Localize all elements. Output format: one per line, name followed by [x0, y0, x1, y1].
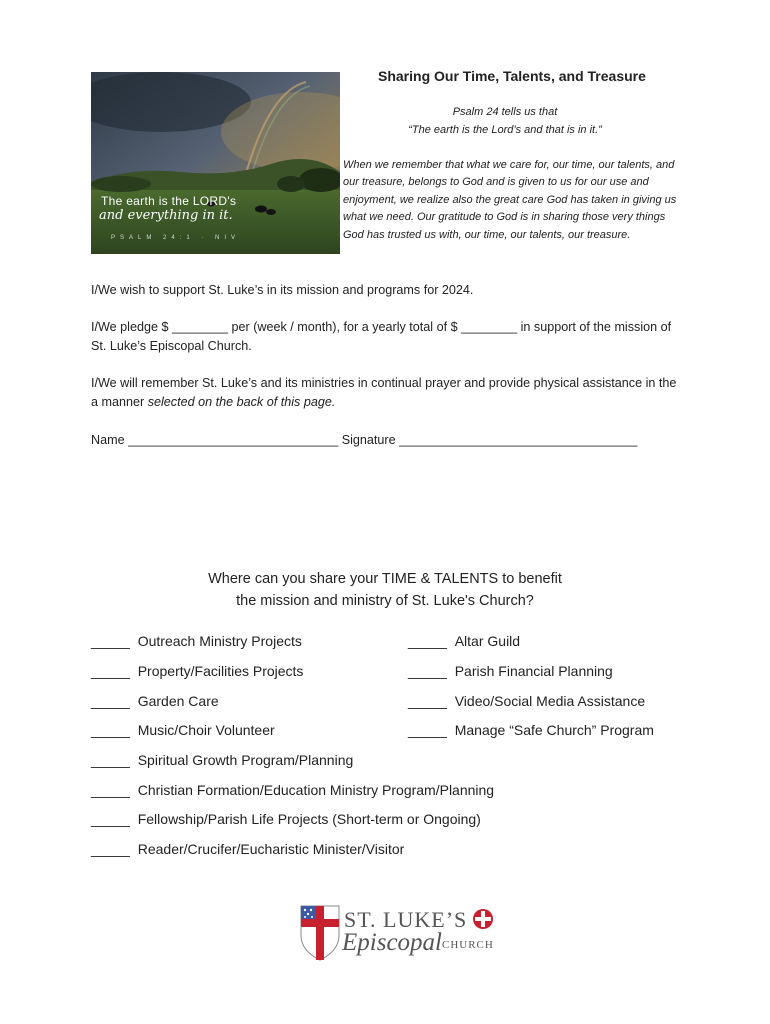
- signature-field[interactable]: Signature __________________________________: [341, 433, 638, 447]
- checkbox-blank[interactable]: _____: [91, 693, 130, 709]
- talent-option-formation[interactable]: [91, 782, 494, 798]
- checkbox-blank[interactable]: _____: [408, 693, 447, 709]
- checkbox-blank[interactable]: _____: [91, 841, 130, 857]
- prayer-text-italic: selected on the back of this page.: [147, 394, 336, 409]
- episcopal-shield-icon: [300, 905, 340, 961]
- talent-option-label: Christian Formation/Education Ministry Program/Planning: [137, 782, 495, 798]
- header-photo: [91, 72, 340, 254]
- talent-option-safe-church[interactable]: [408, 722, 654, 738]
- checkbox-blank[interactable]: _____: [408, 633, 447, 649]
- pledge-statement[interactable]: I/We pledge $ ________ per (week / month), for a yearly total of $ ________ in support of the mission of St. Luke’s Episcopal Church.: [91, 320, 672, 353]
- talent-option-label: Spiritual Growth Program/Planning: [137, 752, 354, 768]
- checkbox-blank[interactable]: _____: [91, 811, 130, 827]
- talent-option-label: Video/Social Media Assistance: [454, 693, 646, 709]
- checkbox-blank[interactable]: _____: [91, 663, 130, 679]
- photo-caption-line2: and everything in it.: [99, 208, 233, 223]
- talent-option-altar-guild[interactable]: [408, 633, 520, 649]
- intro-paragraph: When we remember that what we care for, our time, our talents, and our treasure, belongs to God and is given to us for our use and enjoyment, we realize also the great care God has taken in giving us what we need. Our gratitude to God is in sharing those very things God has trusted us with, our time, our talents, our treasure.: [343, 159, 677, 241]
- talents-heading: [150, 568, 620, 612]
- checkbox-blank[interactable]: _____: [91, 782, 130, 798]
- talent-option-label: Reader/Crucifer/Eucharistic Minister/Visitor: [137, 841, 405, 857]
- prayer-statement: [91, 374, 681, 411]
- checkbox-blank[interactable]: _____: [91, 752, 130, 768]
- talent-option-label: Property/Facilities Projects: [137, 663, 304, 679]
- talent-option-spiritual[interactable]: [91, 752, 353, 768]
- signature-row: [91, 431, 681, 450]
- page-title: Sharing Our Time, Talents, and Treasure: [378, 68, 646, 84]
- checkbox-blank[interactable]: _____: [408, 722, 447, 738]
- support-statement: I/We wish to support St. Luke’s in its mission and programs for 2024.: [91, 283, 474, 297]
- prayer-text: I/We will remember St. Luke’s and its ministries in continual prayer and provide physical assistance in the a manner: [91, 376, 677, 409]
- talent-option-label: Outreach Ministry Projects: [137, 633, 302, 649]
- talent-option-label: Garden Care: [137, 693, 219, 709]
- talent-option-label: Music/Choir Volunteer: [137, 722, 275, 738]
- talents-heading-line1: Where can you share your TIME & TALENTS to benefit: [208, 571, 562, 587]
- checkbox-blank[interactable]: _____: [408, 663, 447, 679]
- talent-option-garden[interactable]: [91, 693, 219, 709]
- cross-emblem-icon: [472, 908, 494, 930]
- talent-option-outreach[interactable]: [91, 633, 302, 649]
- talent-option-reader[interactable]: [91, 841, 404, 857]
- name-field[interactable]: Name ______________________________: [91, 433, 339, 447]
- talent-option-property[interactable]: [91, 663, 303, 679]
- landscape-image: [91, 72, 340, 254]
- talent-option-label: Altar Guild: [454, 633, 521, 649]
- talent-option-fellowship[interactable]: [91, 811, 481, 827]
- talent-option-music[interactable]: [91, 722, 275, 738]
- checkbox-blank[interactable]: _____: [91, 722, 130, 738]
- logo-title: ST. LUKE’S: [344, 907, 468, 932]
- psalm-intro: Psalm 24 tells us that: [452, 106, 558, 118]
- logo-subtitle-church: CHURCH: [442, 939, 494, 951]
- talent-option-label: Manage “Safe Church” Program: [454, 722, 654, 738]
- psalm-quote: “The earth is the Lord’s and that is in it.”: [408, 124, 602, 136]
- talent-option-financial[interactable]: [408, 663, 613, 679]
- talent-option-label: Parish Financial Planning: [454, 663, 613, 679]
- church-logo: [300, 903, 500, 963]
- photo-caption-line1: The earth is the LORD's: [101, 194, 237, 208]
- logo-subtitle-script: Episcopal: [342, 929, 442, 956]
- talent-option-video[interactable]: [408, 693, 645, 709]
- talent-option-label: Fellowship/Parish Life Projects (Short-term or Ongoing): [137, 811, 481, 827]
- checkbox-blank[interactable]: _____: [91, 633, 130, 649]
- talents-heading-line2: the mission and ministry of St. Luke's Church?: [236, 593, 534, 609]
- photo-caption-reference: PSALM 24:1 · NIV: [111, 235, 241, 241]
